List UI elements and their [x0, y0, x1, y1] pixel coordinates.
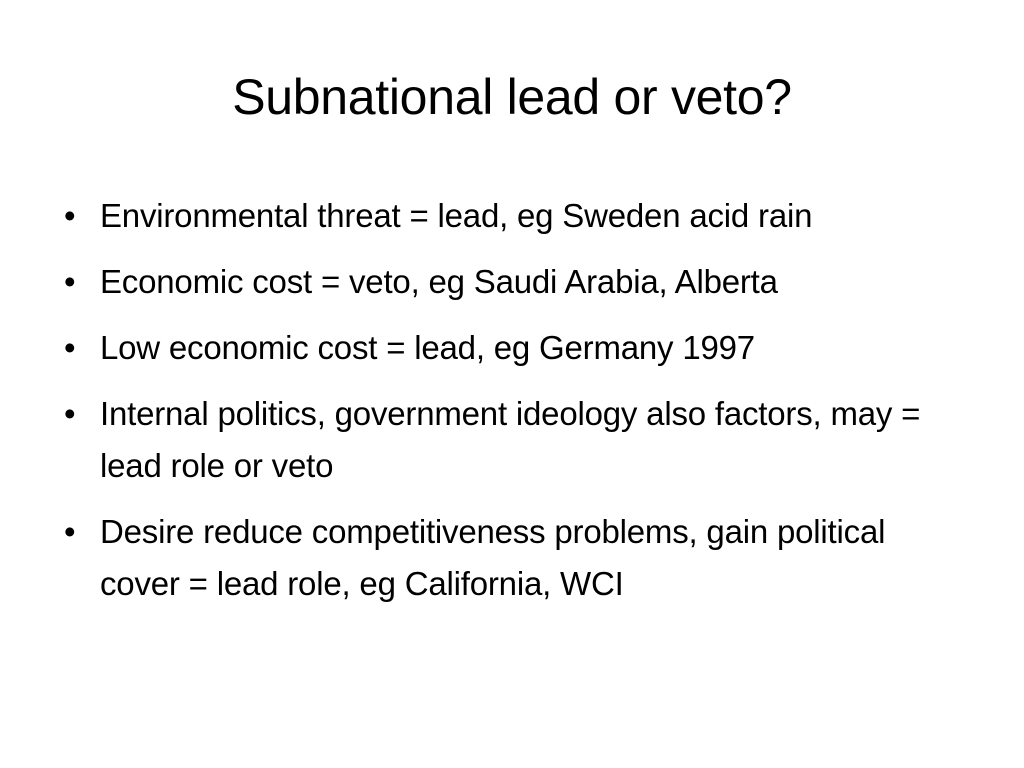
list-item: [60, 190, 970, 242]
list-item: [60, 388, 970, 492]
slide-title: Subnational lead or veto?: [232, 69, 792, 125]
bullet-text: Economic cost = veto, eg Saudi Arabia, Alberta: [100, 263, 778, 300]
bullet-dot-icon: •: [64, 329, 76, 366]
list-item: [60, 256, 970, 308]
list-item: [60, 322, 970, 374]
list-item: [60, 506, 970, 610]
bullet-text: Environmental threat = lead, eg Sweden acid rain: [100, 197, 813, 234]
bullet-dot-icon: •: [64, 513, 76, 550]
bullet-list: [60, 190, 970, 624]
bullet-dot-icon: •: [64, 197, 76, 234]
bullet-dot-icon: •: [64, 395, 76, 432]
bullet-dot-icon: •: [64, 263, 76, 300]
bullet-text: Desire reduce competitiveness problems, gain political cover = lead role, eg California, WCI: [100, 513, 886, 602]
bullet-text: Low economic cost = lead, eg Germany 1997: [100, 329, 755, 366]
bullet-text: Internal politics, government ideology also factors, may = lead role or veto: [100, 395, 921, 484]
